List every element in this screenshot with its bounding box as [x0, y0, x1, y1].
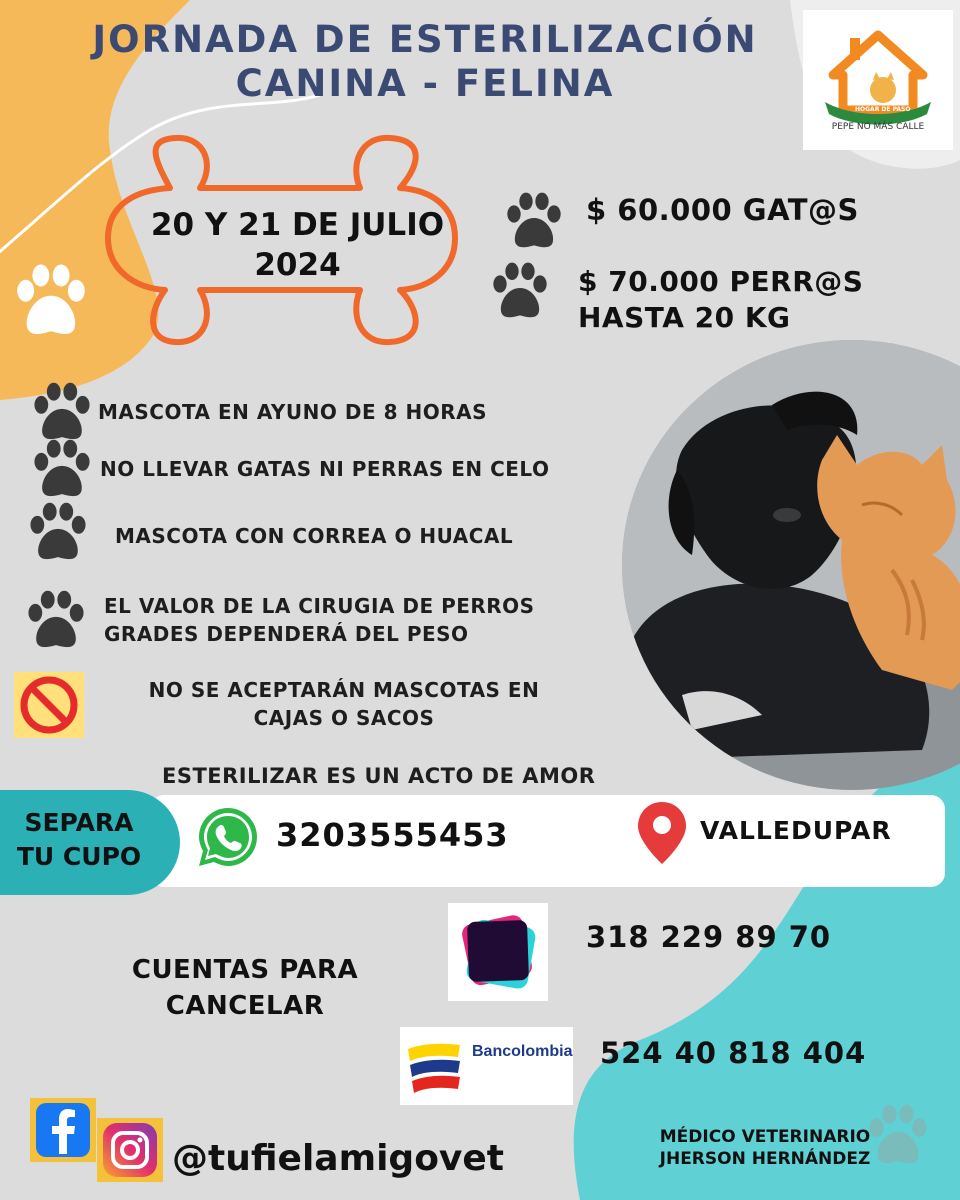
nequi-logo-icon [448, 903, 548, 1001]
rule-no-heat: NO LLEVAR GATAS NI PERRAS EN CELO [100, 457, 550, 481]
rule-leash: MASCOTA CON CORREA O HUACAL [115, 524, 514, 548]
nequi-number: 318 229 89 70 [586, 920, 832, 954]
paw-watermark-icon [862, 1102, 934, 1166]
social-handle[interactable]: @tufielamigovet [172, 1138, 505, 1179]
bancolombia-logo [400, 1027, 573, 1105]
price-dogs-line-1: $ 70.000 PERR@S [578, 265, 864, 298]
vet-line-1: MÉDICO VETERINARIO [659, 1127, 871, 1147]
price-cats: $ 60.000 GAT@S [586, 193, 859, 227]
payment-label [90, 952, 400, 1024]
rule-fasting: MASCOTA EN AYUNO DE 8 HORAS [98, 400, 487, 424]
location-pin-icon [636, 800, 688, 866]
prohibited-icon [14, 672, 84, 738]
contact-city: VALLEDUPAR [700, 816, 892, 845]
contact-phone[interactable]: 3203555453 [276, 816, 509, 854]
bancolombia-name: Bancolombia [472, 1043, 573, 1060]
facebook-icon[interactable] [30, 1098, 96, 1162]
rule-large-dogs [104, 592, 535, 648]
rule-large-dogs-line-1: EL VALOR DE LA CIRUGIA DE PERROS [104, 594, 535, 618]
prohibition-line-2: CAJAS O SACOS [253, 706, 435, 730]
instagram-icon[interactable] [97, 1118, 163, 1182]
reserve-spot-text [4, 806, 154, 874]
paw-icon-cats [498, 190, 570, 250]
logo-tagline: PEPE NO MÁS CALLE [831, 122, 925, 132]
price-dogs [578, 264, 863, 336]
slogan: ESTERILIZAR ES UN ACTO DE AMOR [162, 764, 596, 788]
prohibition-text [84, 676, 604, 732]
title-line-2: CANINA - FELINA [235, 62, 615, 105]
logo-brand-text: HOGAR DE PASO [855, 106, 911, 113]
bancolombia-logo-icon [404, 1035, 464, 1095]
nequi-logo [448, 903, 548, 1001]
paw-icon-rule-3 [22, 500, 94, 562]
date-line-1: 20 Y 21 DE JULIO [150, 207, 445, 243]
page-title [0, 18, 850, 106]
event-date [120, 205, 475, 285]
prohibition-line-1: NO SE ACEPTARÁN MASCOTAS EN [148, 678, 540, 702]
reserve-line-1: SEPARA [24, 808, 134, 837]
paw-icon [8, 262, 94, 338]
paw-icon-rule-2 [26, 437, 98, 499]
payment-label-line-1: CUENTAS PARA [131, 955, 359, 985]
date-line-2: 2024 [254, 247, 341, 283]
bancolombia-number: 524 40 818 404 [600, 1036, 867, 1070]
reserve-line-2: TU CUPO [16, 842, 142, 871]
rule-large-dogs-line-2: GRADES DEPENDERÁ DEL PESO [104, 622, 469, 646]
paw-icon-dogs [484, 260, 556, 320]
whatsapp-icon[interactable] [193, 802, 263, 872]
hogar-de-paso-logo [803, 10, 953, 150]
price-dogs-line-2: HASTA 20 KG [578, 301, 791, 334]
payment-label-line-2: CANCELAR [165, 991, 325, 1021]
paw-icon-rule-1 [26, 380, 98, 442]
vet-line-2: JHERSON HERNÁNDEZ [659, 1149, 871, 1169]
paw-icon-rule-4 [20, 588, 92, 650]
title-line-1: JORNADA DE ESTERILIZACIÓN [92, 18, 758, 61]
